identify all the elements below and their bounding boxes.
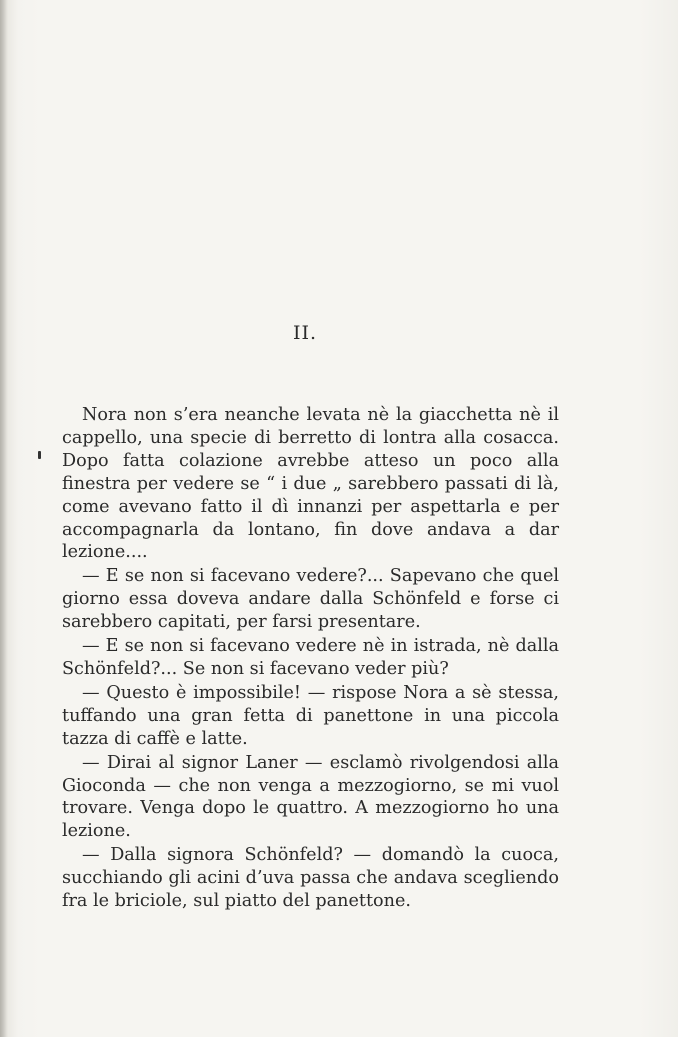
- body-text: [62, 404, 559, 913]
- paragraph-5: — Dirai al signor Laner — esclamò rivolgendosi alla Gioconda — che non venga a mezzogiorno, se mi vuol trovare. Venga dopo le quattro. A mezzogiorno ho una lezione.: [62, 752, 559, 842]
- paragraph-2: — E se non si facevano vedere?... Sapevano che quel giorno essa doveva andare dalla Schönfeld e forse ci sarebbero capitati, per farsi presentare.: [62, 566, 559, 633]
- paragraph-1: Nora non s’era neanche levata nè la giacchetta nè il cappello, una specie di berretto di lontra alla cosacca. Dopo fatta colazione avrebbe atteso un poco alla finestra per vedere se “ i due „ sarebbero passati di là, come avevano fatto il dì innanzi per aspettarla e per accompagnarla da lontano, fin dove andava a dar lezione....: [62, 405, 559, 563]
- stray-ink-mark: [38, 451, 41, 459]
- chapter-heading: II.: [292, 322, 318, 344]
- paragraph-4: — Questo è impossibile! — rispose Nora a sè stessa, tuffando una gran fetta di panettone in una piccola tazza di caffè e latte.: [62, 682, 559, 749]
- paragraph-6: — Dalla signora Schönfeld? — domandò la cuoca, succhiando gli acini d’uva passa che andava scegliendo fra le briciole, sul piatto del panettone.: [62, 845, 559, 912]
- paragraph-3: — E se non si facevano vedere nè in istrada, nè dalla Schönfeld?... Se non si facevano veder più?: [62, 636, 559, 679]
- page-gutter-shadow: [0, 0, 8, 1037]
